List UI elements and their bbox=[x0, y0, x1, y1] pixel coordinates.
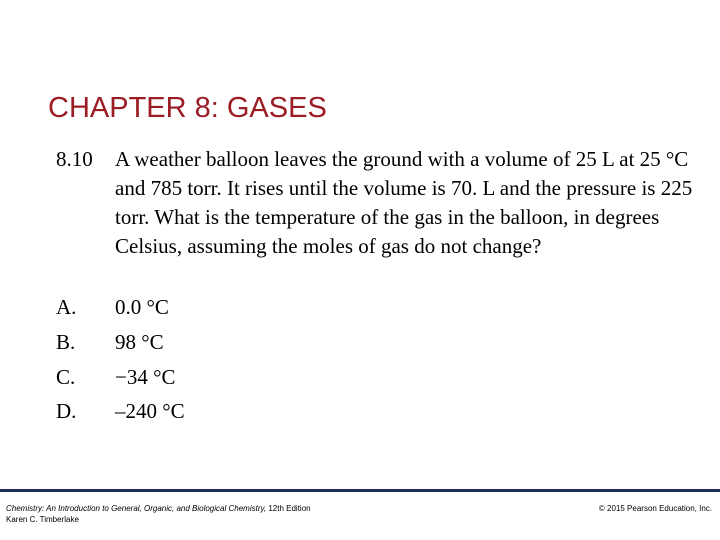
option-value: −34 °C bbox=[115, 365, 176, 389]
footer-author: Karen C. Timberlake bbox=[6, 515, 79, 524]
option-value: –240 °C bbox=[115, 399, 185, 423]
option-letter: A. bbox=[56, 295, 77, 319]
option-letter: D. bbox=[56, 399, 77, 423]
slide-title: CHAPTER 8: GASES bbox=[48, 92, 327, 124]
question-text: A weather balloon leaves the ground with a volume of 25 L at 25 °C and 785 torr. It rises until the volume is 70. L and the pressure is 225 torr. What is the temperature of the gas in the balloon, in degrees Celsius, assuming the moles of gas do not change? bbox=[115, 147, 693, 258]
footer-book-title: Chemistry: An Introduction to General, Organic, and Biological Chemistry, bbox=[6, 504, 267, 513]
option-value: 0.0 °C bbox=[115, 295, 169, 319]
option-letter: B. bbox=[56, 330, 76, 354]
footer-book-line bbox=[6, 503, 311, 514]
footer-edition: 12th Edition bbox=[266, 504, 311, 513]
option-letter: C. bbox=[56, 365, 76, 389]
question-number: 8.10 bbox=[56, 147, 93, 171]
option-value: 98 °C bbox=[115, 330, 164, 354]
footer-citation bbox=[6, 503, 311, 525]
footer-divider bbox=[0, 489, 720, 492]
footer-copyright: © 2015 Pearson Education, Inc. bbox=[598, 504, 712, 513]
